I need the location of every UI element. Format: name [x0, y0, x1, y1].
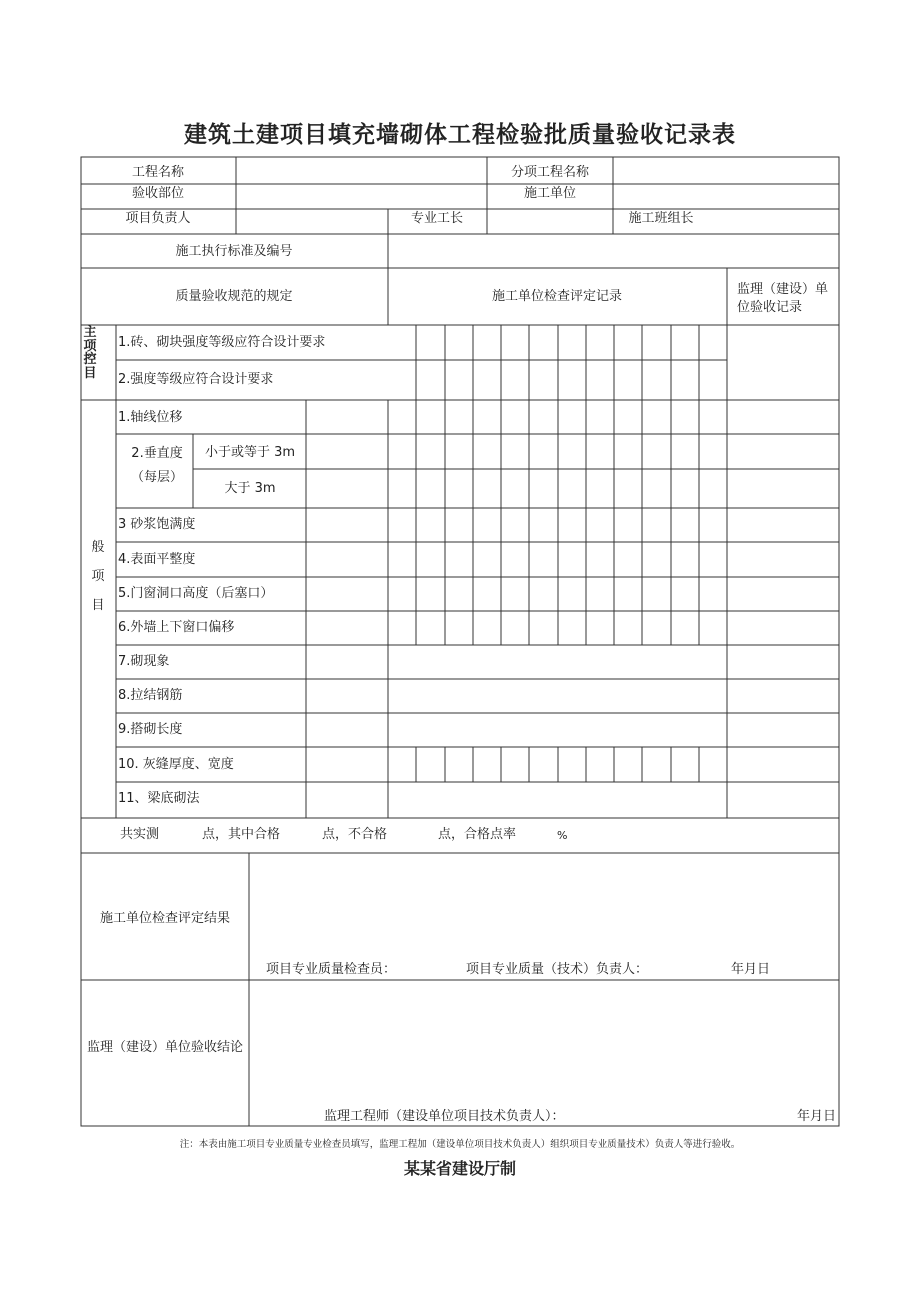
main-control-group-label: 主项控目 — [83, 325, 97, 381]
contractor-label: 施工单位 — [523, 186, 577, 201]
summary-measured: 共实测 — [120, 827, 160, 842]
contractor-record-header: 施工单位检查评定记录 — [491, 289, 623, 304]
foreman-label: 专业工长 — [410, 211, 464, 226]
general-item-lap-length: 9.搭砌长度 — [118, 722, 183, 737]
general-item-flatness: 4.表面平整度 — [118, 552, 196, 567]
general-item-axis: 1.轴线位移 — [118, 410, 183, 425]
general-item-joint: 10. 灰缝厚度、宽度 — [118, 757, 234, 772]
sub-project-label: 分项工程名称 — [510, 165, 590, 180]
contractor-result-label: 施工单位检查评定结果 — [99, 911, 231, 926]
quality-inspector-label: 项目专业质量检查员： — [266, 962, 397, 977]
project-manager-label: 项目负责人 — [125, 211, 191, 226]
general-item-vertical: 2.垂直度（每层） — [130, 446, 183, 485]
supervisor-date-label: 年月日 — [797, 1109, 837, 1124]
page-title: 建筑土建项目填充墙砌体工程检验批质量验收记录表 — [184, 122, 736, 148]
summary-percent: % — [557, 829, 568, 842]
project-name-label: 工程名称 — [131, 165, 185, 180]
supervisor-engineer-label: 监理工程师（建设单位项目技术负责人）： — [324, 1109, 565, 1124]
general-item-phenomenon: 7.砌现象 — [118, 654, 170, 669]
supervisor-result-label: 监理（建设）单位验收结论 — [86, 1040, 243, 1055]
supervisor-record-header: 监理（建设）单位验收记录 — [737, 282, 829, 315]
main-item-1: 1.砖、砌块强度等级应符合设计要求 — [118, 335, 326, 350]
general-item-mortar: 3 砂浆饱满度 — [118, 517, 196, 532]
summary-rate: 点，合格点率 — [438, 827, 517, 842]
standard-label: 施工执行标准及编号 — [175, 244, 293, 259]
vertical-small-label: 小于或等于 3m — [204, 445, 296, 460]
general-item-opening: 5.门窗洞口高度（后塞口） — [118, 586, 274, 601]
team-leader-label: 施工班组长 — [628, 211, 694, 226]
contractor-date-label: 年月日 — [731, 962, 771, 977]
spec-column-header: 质量验收规范的规定 — [175, 289, 293, 304]
summary-unqualified: 点，不合格 — [322, 827, 388, 842]
general-group-label: 般项目 — [91, 540, 105, 613]
summary-qualified: 点，其中合格 — [202, 827, 281, 842]
issuer-footer: 某某省建设厅制 — [403, 1159, 516, 1178]
general-item-window-offset: 6.外墙上下窗口偏移 — [118, 620, 235, 635]
vertical-large-label: 大于 3m — [224, 481, 276, 496]
footnote: 注：本表由施工项目专业质量专业检查员填写，监理工程加（建设单位项目技术负责人）组织项目专业质量技术）负责人等进行验收。 — [179, 1139, 741, 1150]
inspection-part-label: 验收部位 — [131, 186, 185, 201]
general-item-beam-bottom: 11、梁底砌法 — [118, 791, 200, 806]
quality-tech-lead-label: 项目专业质量（技术）负责人： — [466, 962, 649, 977]
main-item-2: 2.强度等级应符合设计要求 — [118, 372, 274, 387]
general-item-tie-bars: 8.拉结钢筋 — [118, 688, 183, 703]
